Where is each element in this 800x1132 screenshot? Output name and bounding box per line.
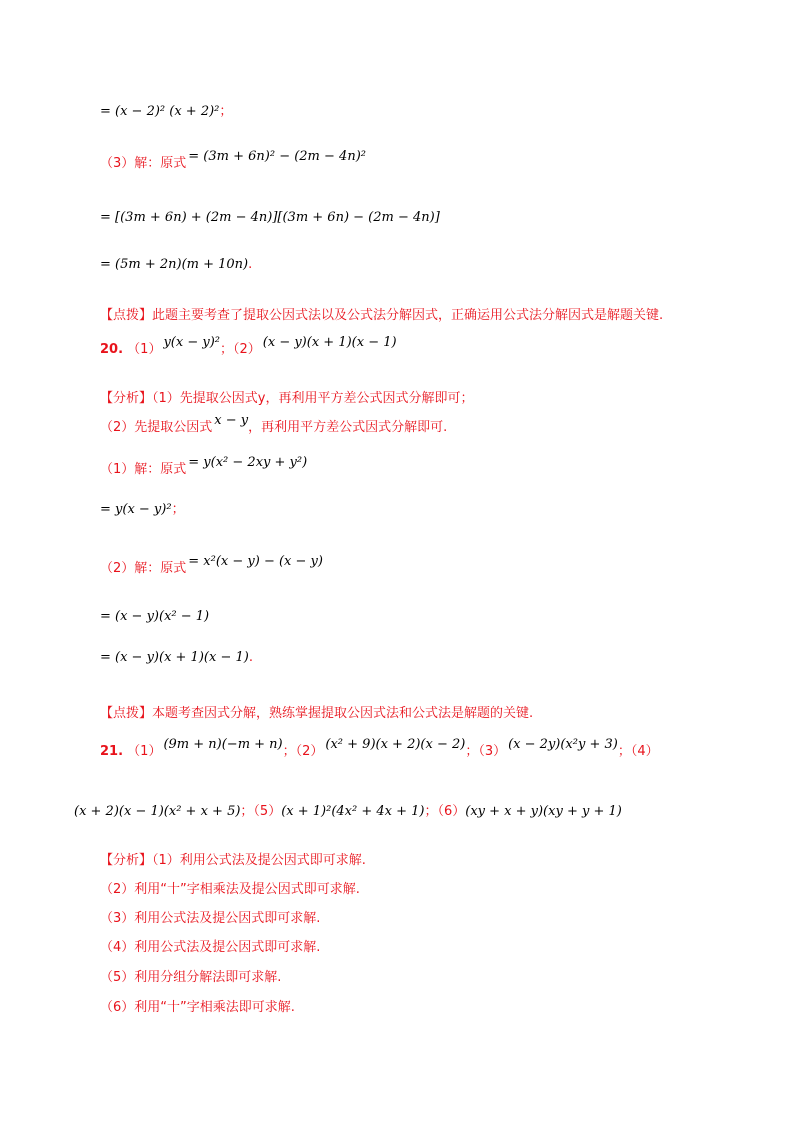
part-label: ；（2）	[220, 342, 261, 357]
answer-20	[100, 335, 397, 357]
formula: = (x − y)(x + 1)(x − 1)	[100, 650, 249, 665]
punctuation: .	[248, 257, 253, 272]
solution-line-3	[100, 210, 440, 225]
tip-paragraph-20: 【点拨】本题考查因式分解，熟练掌握提取公因式法和公式法是解题的关键.	[100, 706, 534, 721]
formula: (x + 2)(x − 1)(x² + x + 5)	[74, 804, 241, 819]
solution-line-11	[100, 554, 323, 576]
formula: = (3m + 6n)² − (2m − 4n)²	[188, 149, 366, 164]
analysis-21-2: （2）利用“十”字相乘法及提公因式即可求解.	[100, 882, 360, 897]
step-label: （2）解：原式	[100, 561, 187, 576]
analysis-21-6: （6）利用“十”字相乘法即可求解.	[100, 1000, 295, 1015]
formula: (x² + 9)(x + 2)(x − 2)	[325, 737, 466, 752]
part-label: （1）	[127, 744, 162, 759]
formula: y(x − y)²	[163, 335, 220, 350]
analysis-line-2	[100, 413, 448, 435]
step-label: （1）解：原式	[100, 462, 187, 477]
solution-line-12	[100, 609, 209, 624]
solution-line-1	[100, 100, 232, 119]
solution-line-9	[100, 455, 308, 477]
formula: (9m + n)(−m + n)	[163, 737, 283, 752]
part-label: （1）	[127, 342, 162, 357]
part-label: ；（3）	[465, 744, 507, 759]
answer-21-row-1	[100, 737, 659, 759]
analysis-21-4: （4）利用公式法及提公因式即可求解.	[100, 940, 321, 955]
part-label: ；（4）	[617, 744, 659, 759]
formula: = (x − y)(x² − 1)	[100, 609, 210, 624]
formula: = [(3m + 6n) + (2m − 4n)][(3m + 6n) − (2m − 4n)]	[100, 210, 440, 225]
solution-line-2	[100, 149, 366, 171]
analysis-text: （2）先提取公因式	[100, 420, 213, 435]
answer-21-row-2	[74, 800, 622, 819]
formula: x − y	[214, 413, 249, 428]
question-number: 21.	[100, 744, 124, 759]
formula: = x²(x − y) − (x − y)	[188, 554, 323, 569]
part-label: ；（6）	[424, 804, 466, 819]
punctuation: .	[248, 650, 253, 665]
solution-line-10	[100, 498, 185, 517]
formula: (xy + x + y)(xy + y + 1)	[465, 804, 622, 819]
formula: = y(x − y)²	[100, 502, 172, 517]
solution-line-13	[100, 650, 253, 665]
analysis-text: ，再利用平方差公式因式分解即可.	[248, 420, 448, 435]
formula: (x + 1)²(4x² + 4x + 1)	[281, 804, 425, 819]
part-label: ；（2）	[282, 744, 324, 759]
formula: (x − 2y)(x²y + 3)	[508, 737, 618, 752]
formula: = (x − 2)² (x + 2)²	[100, 104, 220, 119]
formula: = y(x² − 2xy + y²)	[188, 455, 308, 470]
formula: = (5m + 2n)(m + 10n)	[100, 257, 249, 272]
step-label: （3）解：原式	[100, 156, 187, 171]
punctuation: ；	[171, 502, 185, 517]
part-label: ；（5）	[240, 804, 282, 819]
punctuation: ；	[219, 104, 233, 119]
analysis-21-1: 【分析】（1）利用公式法及提公因式即可求解.	[100, 853, 366, 868]
analysis-21-3: （3）利用公式法及提公因式即可求解.	[100, 911, 321, 926]
question-number: 20.	[100, 342, 124, 357]
tip-paragraph-19: 【点拨】此题主要考查了提取公因式法以及公式法分解因式，正确运用公式法分解因式是解题关键.	[100, 308, 664, 323]
analysis-21-5: （5）利用分组分解法即可求解.	[100, 970, 282, 985]
solution-line-4	[100, 257, 252, 272]
analysis-line-1: 【分析】（1）先提取公因式y，再利用平方差公式因式分解即可；	[100, 391, 474, 406]
formula: (x − y)(x + 1)(x − 1)	[262, 335, 397, 350]
